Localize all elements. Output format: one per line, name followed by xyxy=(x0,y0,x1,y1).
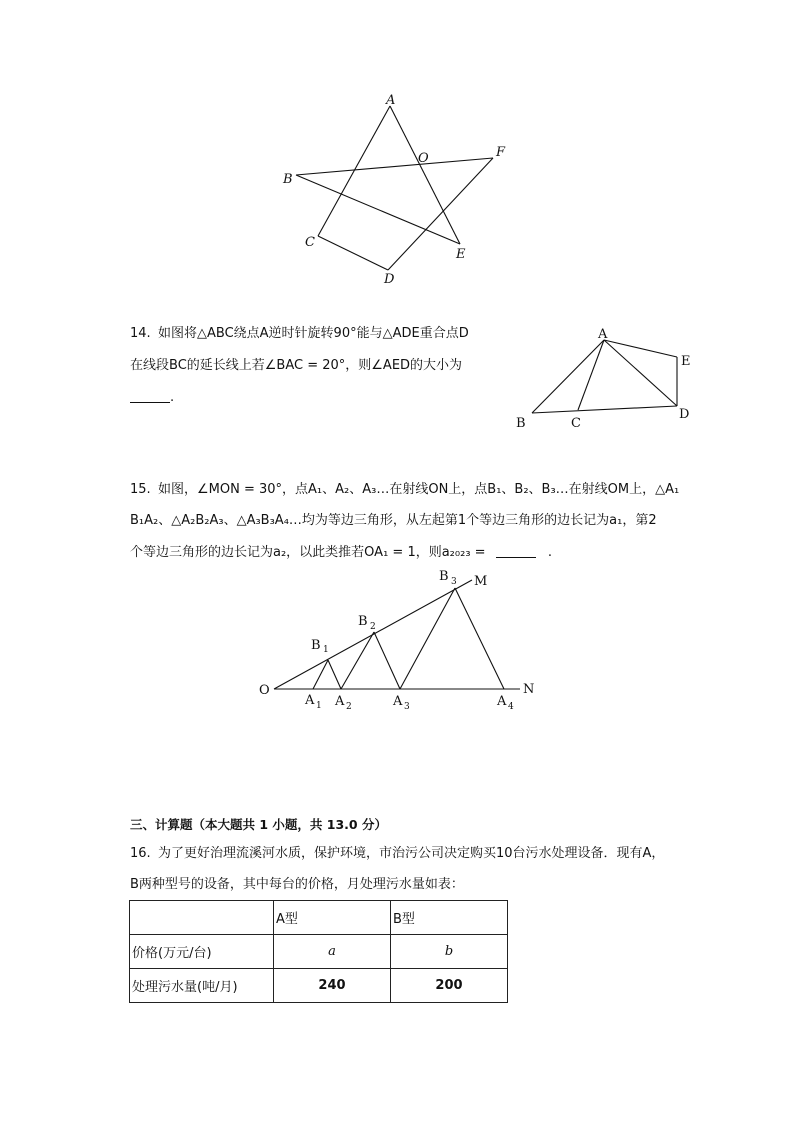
label-B3-letter: B xyxy=(439,569,449,584)
q15-text-1: 如图，∠MON = 30°，点A₁、A₂、A₃…在射线ON上，点B₁、B₂、B₃…在射线OM上，△A₁ xyxy=(158,482,680,497)
label-A2-letter: A xyxy=(335,694,345,709)
label-A2-sub: 2 xyxy=(346,702,352,712)
label-A: A xyxy=(598,327,608,342)
label-A1 xyxy=(304,693,322,711)
label-E: E xyxy=(681,354,691,369)
line-CD xyxy=(318,236,388,270)
line-A3B3 xyxy=(400,588,455,689)
q14-end: . xyxy=(170,390,175,405)
label-A1-letter: A xyxy=(305,693,315,708)
line-AE xyxy=(390,106,460,244)
label-A: A xyxy=(386,93,396,108)
label-O: O xyxy=(259,683,270,698)
label-M: M xyxy=(474,574,488,589)
label-D: D xyxy=(679,407,690,422)
line-B2A3 xyxy=(374,632,400,689)
label-B: B xyxy=(283,172,293,187)
line-AB xyxy=(532,340,604,413)
table-header-cell xyxy=(130,901,274,935)
label-O: O xyxy=(418,151,429,166)
label-A3 xyxy=(392,694,410,712)
label-B2-letter: B xyxy=(358,614,368,629)
table-header-cell: B型 xyxy=(391,901,508,935)
line-BE xyxy=(296,175,460,244)
label-A4-sub: 4 xyxy=(508,702,514,712)
label-E: E xyxy=(456,247,466,262)
q15-line-3 xyxy=(130,545,552,561)
q14-text-1: 如图将△ABC绕点A逆时针旋转90°能与△ADE重合点D xyxy=(158,326,469,341)
label-B2 xyxy=(358,614,376,632)
line-BD xyxy=(532,406,677,413)
table-cell: b xyxy=(391,935,508,969)
label-B1 xyxy=(311,638,329,655)
label-A3-letter: A xyxy=(393,694,403,709)
q16-text-1: 为了更好治理流溪河水质，保护环境，市治污公司决定购买10台污水处理设备．现有A， xyxy=(158,846,665,861)
table-row xyxy=(130,969,508,1003)
line-AE xyxy=(604,340,677,357)
line-BF xyxy=(296,158,493,175)
figure-q13-svg xyxy=(270,88,530,288)
q14-line-1 xyxy=(130,326,469,342)
figure-q13 xyxy=(270,88,530,288)
label-A4 xyxy=(496,694,514,712)
q14-line-3 xyxy=(130,390,174,406)
equipment-table xyxy=(129,900,508,1003)
label-D: D xyxy=(384,272,395,287)
q15-text-3: 个等边三角形的边长记为a₂，以此类推若OA₁ = 1，则a₂₀₂₃ = xyxy=(130,545,486,560)
q15-line-1 xyxy=(130,482,679,498)
table-row-label: 价格(万元/台) xyxy=(130,935,274,969)
label-A2 xyxy=(334,694,352,712)
figure-q15 xyxy=(255,565,555,715)
label-A1-sub: 1 xyxy=(316,701,322,711)
line-AC xyxy=(578,340,604,410)
section-3-title: 三、计算题（本大题共 1 小题，共 13.0 分） xyxy=(130,817,387,832)
label-A3-sub: 3 xyxy=(404,702,410,712)
table-header-cell: A型 xyxy=(274,901,391,935)
table-cell: 200 xyxy=(391,969,508,1003)
q15-line-2: B₁A₂、△A₂B₂A₃、△A₃B₃A₄…均为等边三角形，从左起第1个等边三角形的边长记为a₁，第2 xyxy=(130,513,657,528)
q16-line-2: B两种型号的设备，其中每台的价格，月处理污水量如表： xyxy=(130,877,464,892)
q16-number: 16. xyxy=(130,846,151,861)
q15-answer-blank[interactable] xyxy=(496,545,536,558)
label-B1-sub: 1 xyxy=(323,645,329,655)
table-header-row xyxy=(130,901,508,935)
figure-q14-svg xyxy=(510,325,700,435)
label-F: F xyxy=(496,145,506,160)
line-B3A4 xyxy=(455,588,504,689)
line-AC xyxy=(318,106,390,236)
line-B1A2 xyxy=(328,660,341,689)
figure-q15-svg xyxy=(255,565,555,715)
q16-line-1 xyxy=(130,846,664,862)
label-C: C xyxy=(571,416,581,431)
label-A4-letter: A xyxy=(497,694,507,709)
label-B: B xyxy=(516,416,526,431)
q14-line-2: 在线段BC的延长线上若∠BAC = 20°，则∠AED的大小为 xyxy=(130,358,463,373)
line-AD xyxy=(604,340,677,406)
q14-answer-blank[interactable] xyxy=(130,390,170,403)
q15-number: 15. xyxy=(130,482,151,497)
table-cell: a xyxy=(274,935,391,969)
line-A2B2 xyxy=(341,632,374,689)
label-B3 xyxy=(439,569,457,587)
line-A1B1 xyxy=(313,660,328,689)
q15-end: . xyxy=(547,545,552,560)
figure-q14 xyxy=(510,325,700,435)
label-B2-sub: 2 xyxy=(370,622,376,632)
label-N: N xyxy=(523,682,535,697)
table-row-label: 处理污水量(吨/月) xyxy=(130,969,274,1003)
label-C: C xyxy=(305,235,315,250)
table-row xyxy=(130,935,508,969)
table-cell: 240 xyxy=(274,969,391,1003)
label-B1-letter: B xyxy=(311,638,321,653)
label-B3-sub: 3 xyxy=(451,577,457,587)
line-DF xyxy=(388,158,493,270)
q14-number: 14. xyxy=(130,326,151,341)
